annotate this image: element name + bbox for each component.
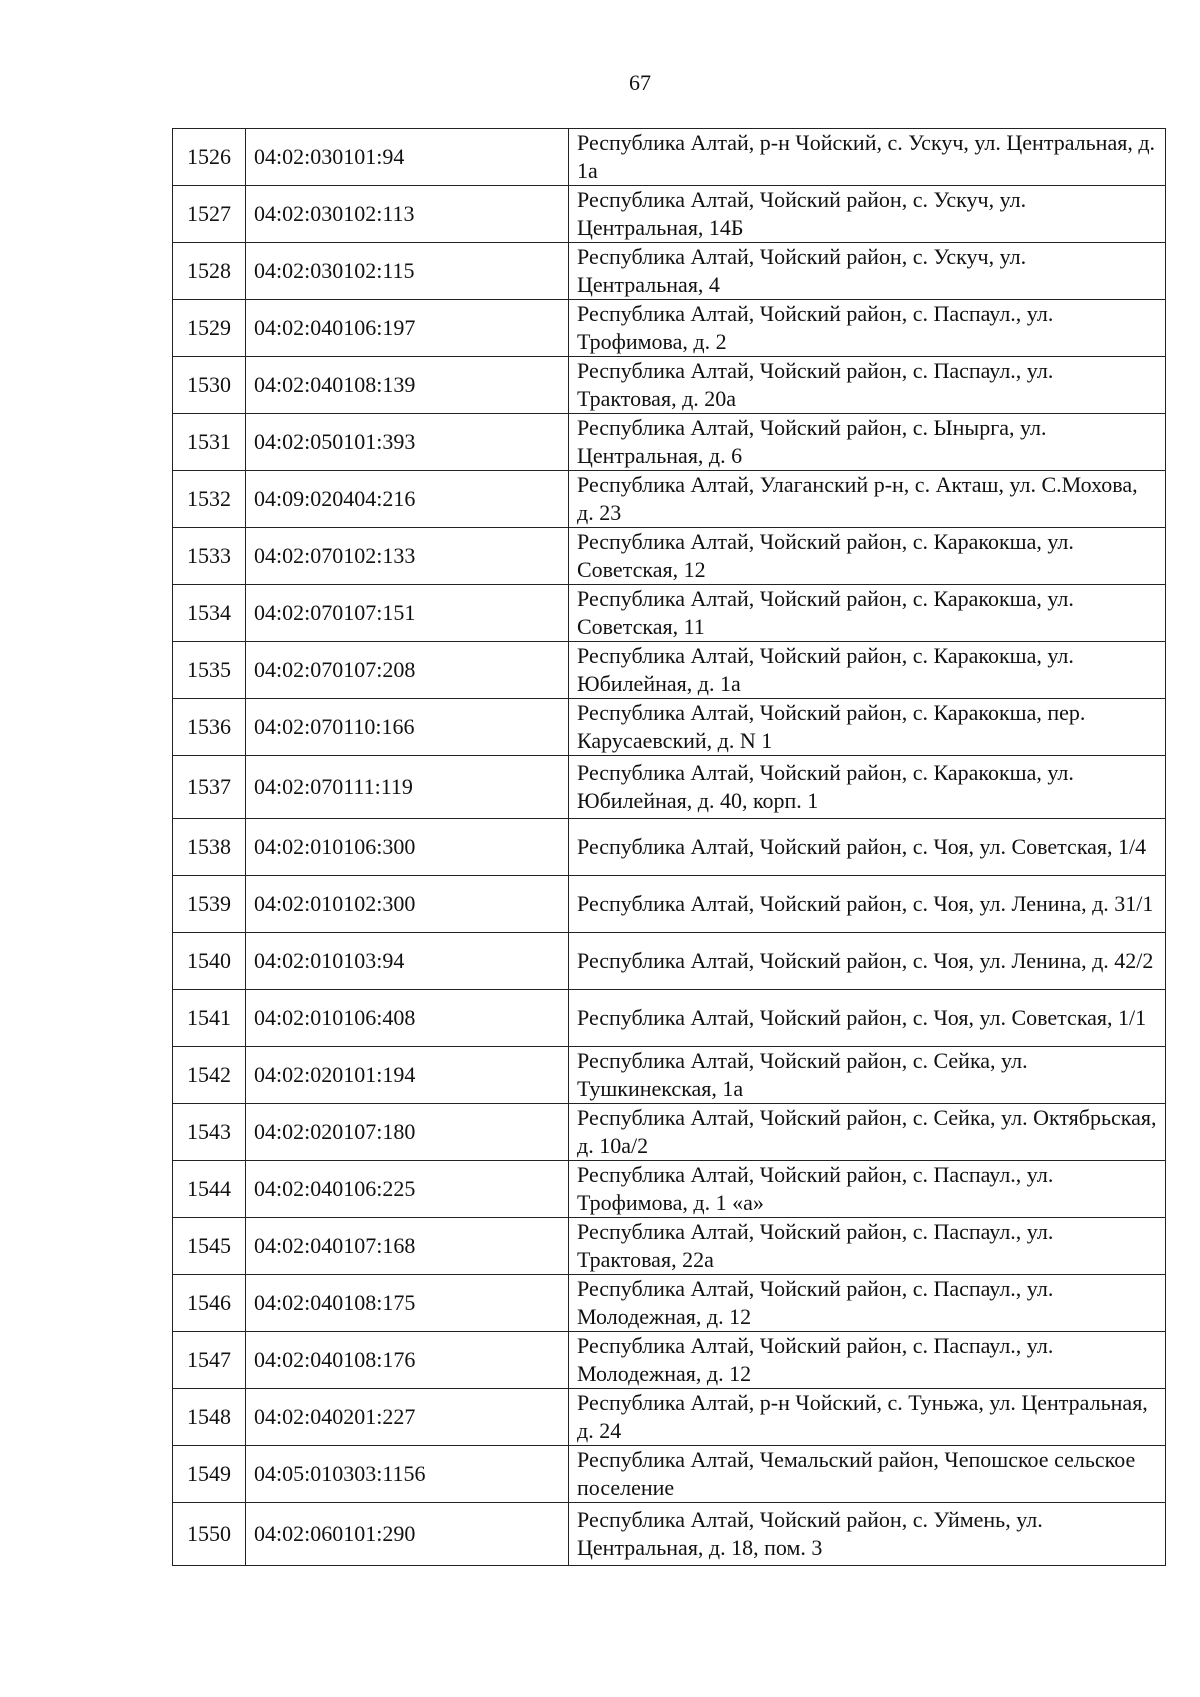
cadastral-number-cell: 04:02:040107:168 — [246, 1218, 569, 1275]
address-cell: Республика Алтай, Улаганский р-н, с. Акташ, ул. С.Мохова, д. 23 — [569, 471, 1166, 528]
table-row — [173, 990, 1166, 1047]
cadastral-number-cell: 04:02:010106:300 — [246, 819, 569, 876]
cadastral-number-cell: 04:02:020101:194 — [246, 1047, 569, 1104]
address-cell: Республика Алтай, Чойский район, с. Каракокша, ул. Юбилейная, д. 40, корп. 1 — [569, 756, 1166, 819]
address-cell: Республика Алтай, Чойский район, с. Паспаул., ул. Трофимова, д. 1 «а» — [569, 1161, 1166, 1218]
row-number-cell: 1550 — [173, 1503, 246, 1566]
address-cell: Республика Алтай, Чойский район, с. Чоя, ул. Ленина, д. 31/1 — [569, 876, 1166, 933]
table-row — [173, 1104, 1166, 1161]
cadastral-number-cell: 04:02:010102:300 — [246, 876, 569, 933]
table-row — [173, 756, 1166, 819]
address-cell: Республика Алтай, Чойский район, с. Каракокша, пер. Карусаевский, д. N 1 — [569, 699, 1166, 756]
address-cell: Республика Алтай, Чойский район, с. Паспаул., ул. Трофимова, д. 2 — [569, 300, 1166, 357]
table-row — [173, 585, 1166, 642]
table-row — [173, 1446, 1166, 1503]
row-number-cell: 1549 — [173, 1446, 246, 1503]
table-row — [173, 699, 1166, 756]
cadastral-number-cell: 04:02:020107:180 — [246, 1104, 569, 1161]
table-row — [173, 414, 1166, 471]
table-row — [173, 876, 1166, 933]
table-row — [173, 1332, 1166, 1389]
table-row — [173, 1275, 1166, 1332]
row-number-cell: 1541 — [173, 990, 246, 1047]
address-cell: Республика Алтай, Чойский район, с. Паспаул., ул. Молодежная, д. 12 — [569, 1275, 1166, 1332]
table-row — [173, 819, 1166, 876]
address-cell: Республика Алтай, Чойский район, с. Паспаул., ул. Молодежная, д. 12 — [569, 1332, 1166, 1389]
table-row — [173, 186, 1166, 243]
row-number-cell: 1546 — [173, 1275, 246, 1332]
table-row — [173, 1161, 1166, 1218]
row-number-cell: 1548 — [173, 1389, 246, 1446]
table-row — [173, 471, 1166, 528]
cadastral-number-cell: 04:02:030102:113 — [246, 186, 569, 243]
table-row — [173, 129, 1166, 186]
row-number-cell: 1534 — [173, 585, 246, 642]
row-number-cell: 1528 — [173, 243, 246, 300]
row-number-cell: 1529 — [173, 300, 246, 357]
cadastral-number-cell: 04:05:010303:1156 — [246, 1446, 569, 1503]
cadastral-number-cell: 04:02:070107:151 — [246, 585, 569, 642]
row-number-cell: 1527 — [173, 186, 246, 243]
table-row — [173, 1047, 1166, 1104]
table-row — [173, 528, 1166, 585]
cadastral-number-cell: 04:02:040106:197 — [246, 300, 569, 357]
cadastral-number-cell: 04:02:040108:176 — [246, 1332, 569, 1389]
table-row — [173, 1389, 1166, 1446]
row-number-cell: 1544 — [173, 1161, 246, 1218]
address-cell: Республика Алтай, Чойский район, с. Чоя, ул. Советская, 1/1 — [569, 990, 1166, 1047]
row-number-cell: 1533 — [173, 528, 246, 585]
address-cell: Республика Алтай, р-н Чойский, с. Туньжа, ул. Центральная, д. 24 — [569, 1389, 1166, 1446]
row-number-cell: 1538 — [173, 819, 246, 876]
address-cell: Республика Алтай, Чойский район, с. Каракокша, ул. Советская, 12 — [569, 528, 1166, 585]
property-registry-table — [172, 128, 1166, 1566]
table-row — [173, 933, 1166, 990]
cadastral-number-cell: 04:02:030102:115 — [246, 243, 569, 300]
cadastral-number-cell: 04:02:040201:227 — [246, 1389, 569, 1446]
cadastral-number-cell: 04:02:040108:175 — [246, 1275, 569, 1332]
row-number-cell: 1547 — [173, 1332, 246, 1389]
address-cell: Республика Алтай, Чойский район, с. Ускуч, ул. Центральная, 14Б — [569, 186, 1166, 243]
cadastral-number-cell: 04:09:020404:216 — [246, 471, 569, 528]
address-cell: Республика Алтай, Чойский район, с. Ынырга, ул. Центральная, д. 6 — [569, 414, 1166, 471]
table-row — [173, 1218, 1166, 1275]
cadastral-number-cell: 04:02:010103:94 — [246, 933, 569, 990]
table-row — [173, 1503, 1166, 1566]
row-number-cell: 1542 — [173, 1047, 246, 1104]
address-cell: Республика Алтай, Чойский район, с. Сейка, ул. Октябрьская, д. 10а/2 — [569, 1104, 1166, 1161]
cadastral-number-cell: 04:02:070102:133 — [246, 528, 569, 585]
cadastral-number-cell: 04:02:010106:408 — [246, 990, 569, 1047]
address-cell: Республика Алтай, Чойский район, с. Чоя, ул. Советская, 1/4 — [569, 819, 1166, 876]
row-number-cell: 1537 — [173, 756, 246, 819]
cadastral-number-cell: 04:02:040106:225 — [246, 1161, 569, 1218]
address-cell: Республика Алтай, р-н Чойский, с. Ускуч, ул. Центральная, д. 1а — [569, 129, 1166, 186]
cadastral-number-cell: 04:02:070107:208 — [246, 642, 569, 699]
address-cell: Республика Алтай, Чемальский район, Чепошское сельское поселение — [569, 1446, 1166, 1503]
cadastral-number-cell: 04:02:050101:393 — [246, 414, 569, 471]
row-number-cell: 1536 — [173, 699, 246, 756]
row-number-cell: 1545 — [173, 1218, 246, 1275]
address-cell: Республика Алтай, Чойский район, с. Паспаул., ул. Трактовая, 22а — [569, 1218, 1166, 1275]
address-cell: Республика Алтай, Чойский район, с. Уймень, ул. Центральная, д. 18, пом. 3 — [569, 1503, 1166, 1566]
address-cell: Республика Алтай, Чойский район, с. Ускуч, ул. Центральная, 4 — [569, 243, 1166, 300]
table-row — [173, 300, 1166, 357]
address-cell: Республика Алтай, Чойский район, с. Паспаул., ул. Трактовая, д. 20а — [569, 357, 1166, 414]
page-number: 67 — [629, 70, 651, 95]
row-number-cell: 1535 — [173, 642, 246, 699]
row-number-cell: 1530 — [173, 357, 246, 414]
cadastral-number-cell: 04:02:070110:166 — [246, 699, 569, 756]
cadastral-number-cell: 04:02:070111:119 — [246, 756, 569, 819]
table-row — [173, 642, 1166, 699]
row-number-cell: 1543 — [173, 1104, 246, 1161]
address-cell: Республика Алтай, Чойский район, с. Чоя, ул. Ленина, д. 42/2 — [569, 933, 1166, 990]
row-number-cell: 1531 — [173, 414, 246, 471]
cadastral-number-cell: 04:02:030101:94 — [246, 129, 569, 186]
table-body — [173, 129, 1166, 1566]
table-row — [173, 357, 1166, 414]
row-number-cell: 1540 — [173, 933, 246, 990]
row-number-cell: 1526 — [173, 129, 246, 186]
address-cell: Республика Алтай, Чойский район, с. Каракокша, ул. Советская, 11 — [569, 585, 1166, 642]
cadastral-number-cell: 04:02:060101:290 — [246, 1503, 569, 1566]
cadastral-number-cell: 04:02:040108:139 — [246, 357, 569, 414]
address-cell: Республика Алтай, Чойский район, с. Каракокша, ул. Юбилейная, д. 1а — [569, 642, 1166, 699]
row-number-cell: 1532 — [173, 471, 246, 528]
address-cell: Республика Алтай, Чойский район, с. Сейка, ул. Тушкинекская, 1а — [569, 1047, 1166, 1104]
table-row — [173, 243, 1166, 300]
row-number-cell: 1539 — [173, 876, 246, 933]
